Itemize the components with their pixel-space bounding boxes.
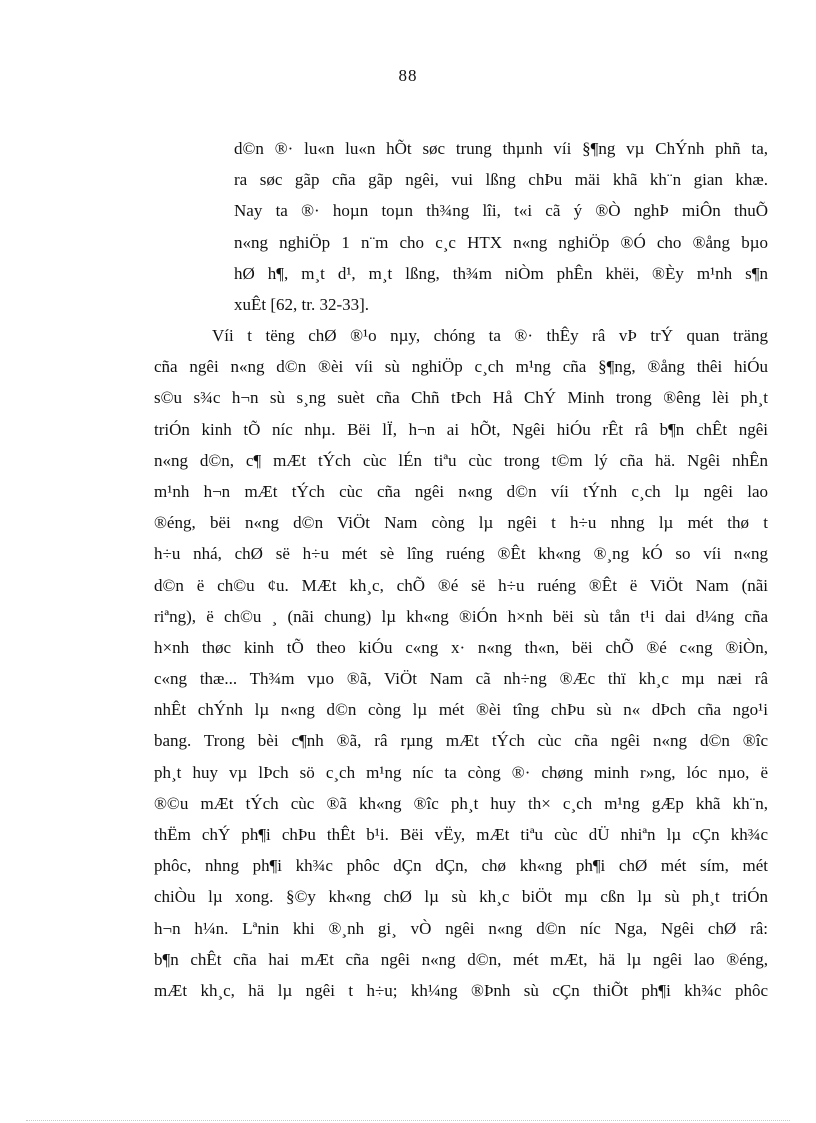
body-line: mÆt kh¸c, hä lµ ngêi t h÷u; kh¼ng ®Þnh sù cÇn thiÕt ph¶i kh¾c phôc xyxy=(154,980,768,1000)
page-bottom-divider xyxy=(26,1120,790,1121)
body-line: thËm chÝ ph¶i chÞu thÊt b¹i. Bëi vËy, mÆt tiªu cùc dÜ nhiªn lµ cÇn kh¾c xyxy=(154,825,768,844)
body-line: triÓn kinh tÕ níc nhµ. Bëi lÏ, h¬n ai hÕt, Ngêi hiÓu rÊt râ b¶n chÊt ngêi xyxy=(154,419,768,439)
quote-line: xuÊt [62, tr. 32-33]. xyxy=(234,294,370,314)
quote-line: d©n ®· lu«n lu«n hÕt søc trung thµnh víi §¶ng vµ ChÝnh phñ ta, xyxy=(234,139,768,158)
body-line: c«ng thæ... Th¾m vµo ®ã, ViÖt Nam cã nh÷ng ®Æc thï kh¸c mµ næi râ xyxy=(154,669,768,689)
body-line: b¶n chÊt cña hai mÆt cña ngêi n«ng d©n, mét mÆt, hä lµ ngêi lao ®éng, xyxy=(154,949,768,969)
quote-line: hØ h¶, m¸t d¹, m¸t lßng, th¾m niÒm phÊn khëi, ®Èy m¹nh s¶n xyxy=(234,263,768,283)
body-line: n«ng d©n, c¶ mÆt tÝch cùc lÉn tiªu cùc trong t©m lý cña hä. Ngêi nhÊn xyxy=(154,450,768,470)
body-line: riªng), ë ch©u ¸ (nãi chung) lµ kh«ng ®iÓn h×nh bëi sù tån t¹i dai d¼ng cña xyxy=(154,606,768,626)
body-line: chiÒu lµ xong. §©y kh«ng chØ lµ sù kh¸c biÖt mµ cßn lµ sù ph¸t triÓn xyxy=(154,887,768,907)
page-number: 88 xyxy=(398,66,418,85)
body-line: h÷u nhá, chØ së h÷u mét sè lîng ruéng ®Êt kh«ng ®¸ng kÓ so víi n«ng xyxy=(154,544,768,564)
body-line: s©u s¾c h¬n sù s¸ng suèt cña Chñ tÞch Hå ChÝ Minh trong ®êng lèi ph¸t xyxy=(154,388,768,408)
body-line: phôc, nhng ph¶i kh¾c phôc dÇn dÇn, chø kh«ng ph¶i chØ mét sím, mét xyxy=(154,856,768,876)
quote-line: Nay ta ®· hoµn toµn th¾ng lîi, t«i cã ý ®Ò nghÞ miÔn thuÕ xyxy=(234,201,768,221)
body-line: d©n ë ch©u ¢u. MÆt kh¸c, chÕ ®é së h÷u ruéng ®Êt ë ViÖt Nam (nãi xyxy=(154,575,768,595)
body-line: ®©u mÆt tÝch cùc ®ã kh«ng ®îc ph¸t huy th× c¸ch m¹ng gÆp khã kh¨n, xyxy=(154,793,768,813)
body-line: ®éng, bëi n«ng d©n ViÖt Nam còng lµ ngêi t h÷u nhng lµ mét thø t xyxy=(154,513,768,533)
body-line: bang. Trong bèi c¶nh ®ã, râ rµng mÆt tÝch cùc cña ngêi n«ng d©n ®îc xyxy=(154,731,768,751)
body-line: ph¸t huy vµ lÞch sö c¸ch m¹ng níc ta còng ®· chøng minh r»ng, lóc nµo, ë xyxy=(154,762,768,782)
body-line: cña ngêi n«ng d©n ®èi víi sù nghiÖp c¸ch m¹ng cña §¶ng, ®ång thêi hiÓu xyxy=(154,357,768,377)
body-line: h¬n h¼n. Lªnin khi ®¸nh gi¸ vÒ ngêi n«ng d©n níc Nga, Ngêi chØ râ: xyxy=(154,918,768,938)
body-paragraph xyxy=(154,320,768,1006)
quotation-block xyxy=(234,133,768,320)
quote-line: ra søc gãp cña gãp ngêi, vui lßng chÞu mäi khã kh¨n gian khæ. xyxy=(234,170,768,190)
body-line: m¹nh h¬n mÆt tÝch cùc cña ngêi n«ng d©n víi tÝnh c¸ch lµ ngêi lao xyxy=(154,481,768,501)
body-line: h×nh thøc kinh tÕ theo kiÓu c«ng x· n«ng th«n, bëi chÕ ®é c«ng ®iÒn, xyxy=(154,637,768,657)
body-line: nhÊt chÝnh lµ n«ng d©n còng lµ mét ®èi tîng chÞu sù n« dÞch cña ngo¹i xyxy=(154,700,768,720)
quote-line: n«ng nghiÖp 1 n¨m cho c¸c HTX n«ng nghiÖp ®Ó cho ®ång bµo xyxy=(234,232,768,252)
body-line: Víi t tëng chØ ®¹o nµy, chóng ta ®· thÊy râ vÞ trÝ quan träng xyxy=(212,326,768,345)
